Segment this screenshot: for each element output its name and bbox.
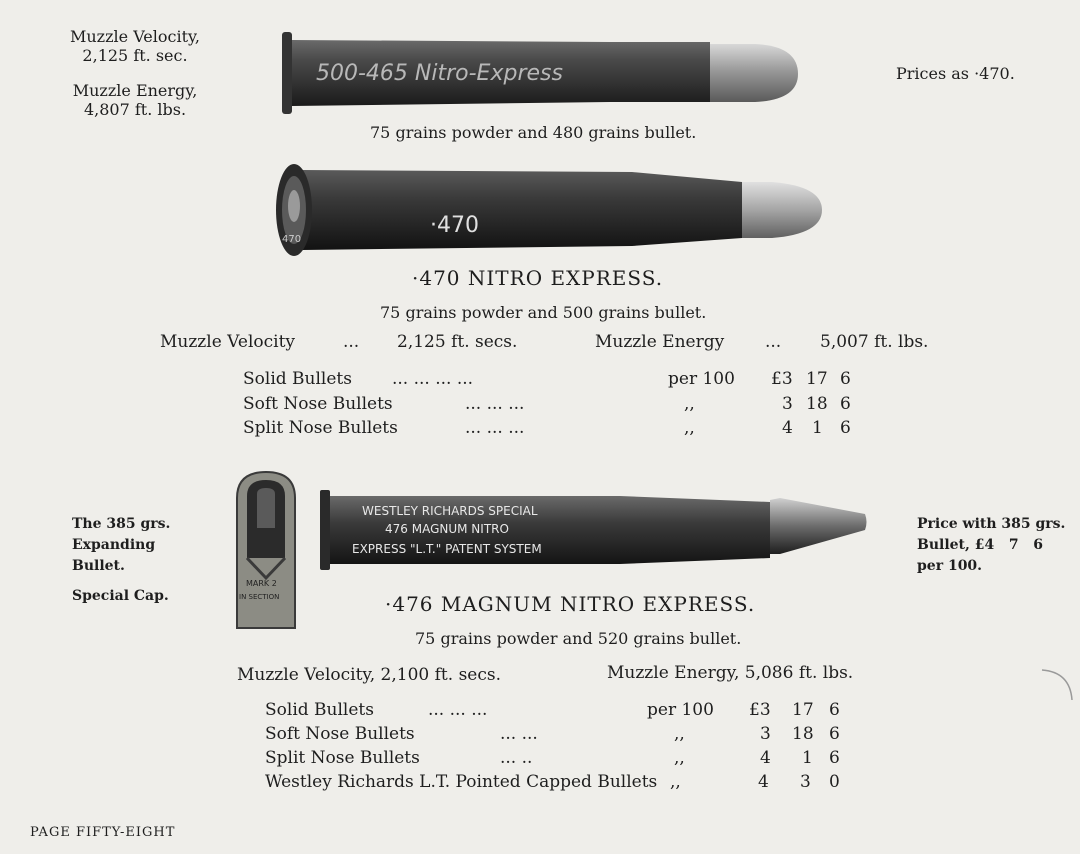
cart476-left-note	[72, 514, 170, 607]
cart476-row-name: Westley Richards L.T. Pointed Capped Bullets	[265, 772, 658, 792]
cart500-energy-line2: 4,807 ft. lbs.	[83, 100, 187, 119]
cartridge-500-465-illustration	[280, 28, 805, 120]
section-label-1: MARK 2	[246, 579, 277, 588]
cart470-row-dots: ... ... ...	[465, 418, 525, 438]
expanding-bullet-section-illustration	[233, 468, 299, 634]
cart476-row-pence: 6	[829, 700, 840, 720]
cart476-load: 75 grains powder and 520 grains bullet.	[415, 629, 742, 648]
cart500-prices: Prices as ·470.	[896, 64, 1015, 83]
cart476-left-note-1: The 385 grs.	[72, 516, 171, 532]
cart470-velocity-dots: ...	[343, 332, 360, 352]
cart476-right-note-3: per 100.	[917, 558, 983, 574]
cart476-right-note	[917, 514, 1065, 577]
cart476-row-dots: ... ... ...	[428, 700, 488, 720]
cart476-row-name: Split Nose Bullets	[265, 748, 420, 768]
cart470-row-shillings: 17	[806, 369, 828, 389]
cart476-row-shillings: 17	[792, 700, 814, 720]
cart476-row-shillings: 1	[802, 748, 813, 768]
cart500-engraving: 500-465 Nitro-Express	[316, 61, 563, 86]
cartridge-476-illustration	[320, 488, 868, 572]
cart470-velocity-label: Muzzle Velocity	[160, 332, 296, 352]
cart476-engrave-3: EXPRESS "L.T." PATENT SYSTEM	[352, 542, 542, 556]
cart470-title: ·470 NITRO EXPRESS.	[412, 266, 664, 290]
cart476-title: ·476 MAGNUM NITRO EXPRESS.	[385, 592, 756, 616]
cart470-row-unit: per 100	[668, 369, 735, 389]
cart470-row-shillings: 1	[812, 418, 823, 438]
cart470-head-stamp: 470	[282, 234, 302, 245]
cart470-energy-dots: ...	[765, 332, 782, 352]
page-number: PAGE FIFTY-EIGHT	[30, 825, 176, 840]
cart476-row-dots: ... ...	[500, 724, 538, 744]
cart500-energy-line1: Muzzle Energy,	[72, 81, 198, 100]
cart476-row-unit: ,,	[674, 748, 685, 768]
cart476-row-shillings: 3	[800, 772, 811, 792]
cart476-row-shillings: 18	[792, 724, 814, 744]
cart476-energy: Muzzle Energy, 5,086 ft. lbs.	[607, 663, 854, 683]
cart476-row-name: Soft Nose Bullets	[265, 724, 415, 744]
cart470-row-dots: ... ... ...	[465, 394, 525, 414]
cart476-row-pounds: 4	[760, 748, 771, 768]
cart476-velocity: Muzzle Velocity, 2,100 ft. secs.	[237, 665, 501, 685]
cart470-row-pounds: £3	[771, 369, 793, 389]
cart476-left-note-4: Special Cap.	[72, 588, 169, 604]
cart476-row-dots: ... ..	[500, 748, 533, 768]
page-edge-mark	[1040, 666, 1076, 706]
cart476-row-unit: per 100	[647, 700, 714, 720]
cart500-velocity-line2: 2,125 ft. sec.	[82, 46, 188, 65]
cart500-velocity-line1: Muzzle Velocity,	[69, 27, 201, 46]
cart476-right-note-2: Bullet, £4 7 6	[917, 537, 1043, 553]
cart470-engraving: ·470	[430, 213, 479, 238]
cart500-velocity	[55, 27, 215, 65]
cart470-energy-value: 5,007 ft. lbs.	[820, 332, 929, 352]
cart476-row-unit: ,,	[674, 724, 685, 744]
cart500-energy	[55, 81, 215, 119]
cart470-row-shillings: 18	[806, 394, 828, 414]
cart476-left-note-3: Bullet.	[72, 558, 125, 574]
cart476-right-note-1: Price with 385 grs.	[917, 516, 1066, 532]
cart476-row-pounds: 3	[760, 724, 771, 744]
cart470-row-name: Split Nose Bullets	[243, 418, 398, 438]
cart470-row-name: Soft Nose Bullets	[243, 394, 393, 414]
cart470-row-dots: ... ... ... ...	[392, 369, 474, 389]
cart470-row-pence: 6	[840, 369, 851, 389]
section-label-2: IN SECTION	[239, 593, 280, 601]
cart470-row-pounds: 3	[782, 394, 793, 414]
cart470-energy-label: Muzzle Energy	[595, 332, 725, 352]
cart470-row-pence: 6	[840, 418, 851, 438]
cart470-row-pounds: 4	[782, 418, 793, 438]
cart500-load: 75 grains powder and 480 grains bullet.	[370, 123, 697, 142]
cart476-row-pence: 6	[829, 724, 840, 744]
cart476-row-pence: 6	[829, 748, 840, 768]
cart470-velocity-value: 2,125 ft. secs.	[397, 332, 518, 352]
cart470-row-unit: ,,	[684, 418, 695, 438]
cart470-row-unit: ,,	[684, 394, 695, 414]
cartridge-470-illustration	[272, 160, 827, 258]
cart476-row-pounds: £3	[749, 700, 771, 720]
cart470-load: 75 grains powder and 500 grains bullet.	[380, 303, 707, 322]
cart476-left-note-2: Expanding	[72, 537, 156, 553]
cart476-engrave-2: 476 MAGNUM NITRO	[385, 522, 509, 536]
cart476-row-unit: ,,	[670, 772, 681, 792]
cart476-engrave-1: WESTLEY RICHARDS SPECIAL	[362, 504, 538, 518]
cart476-row-name: Solid Bullets	[265, 700, 374, 720]
cart476-row-pounds: 4	[758, 772, 769, 792]
cart476-row-pence: 0	[829, 772, 840, 792]
cart470-row-pence: 6	[840, 394, 851, 414]
cart470-row-name: Solid Bullets	[243, 369, 352, 389]
